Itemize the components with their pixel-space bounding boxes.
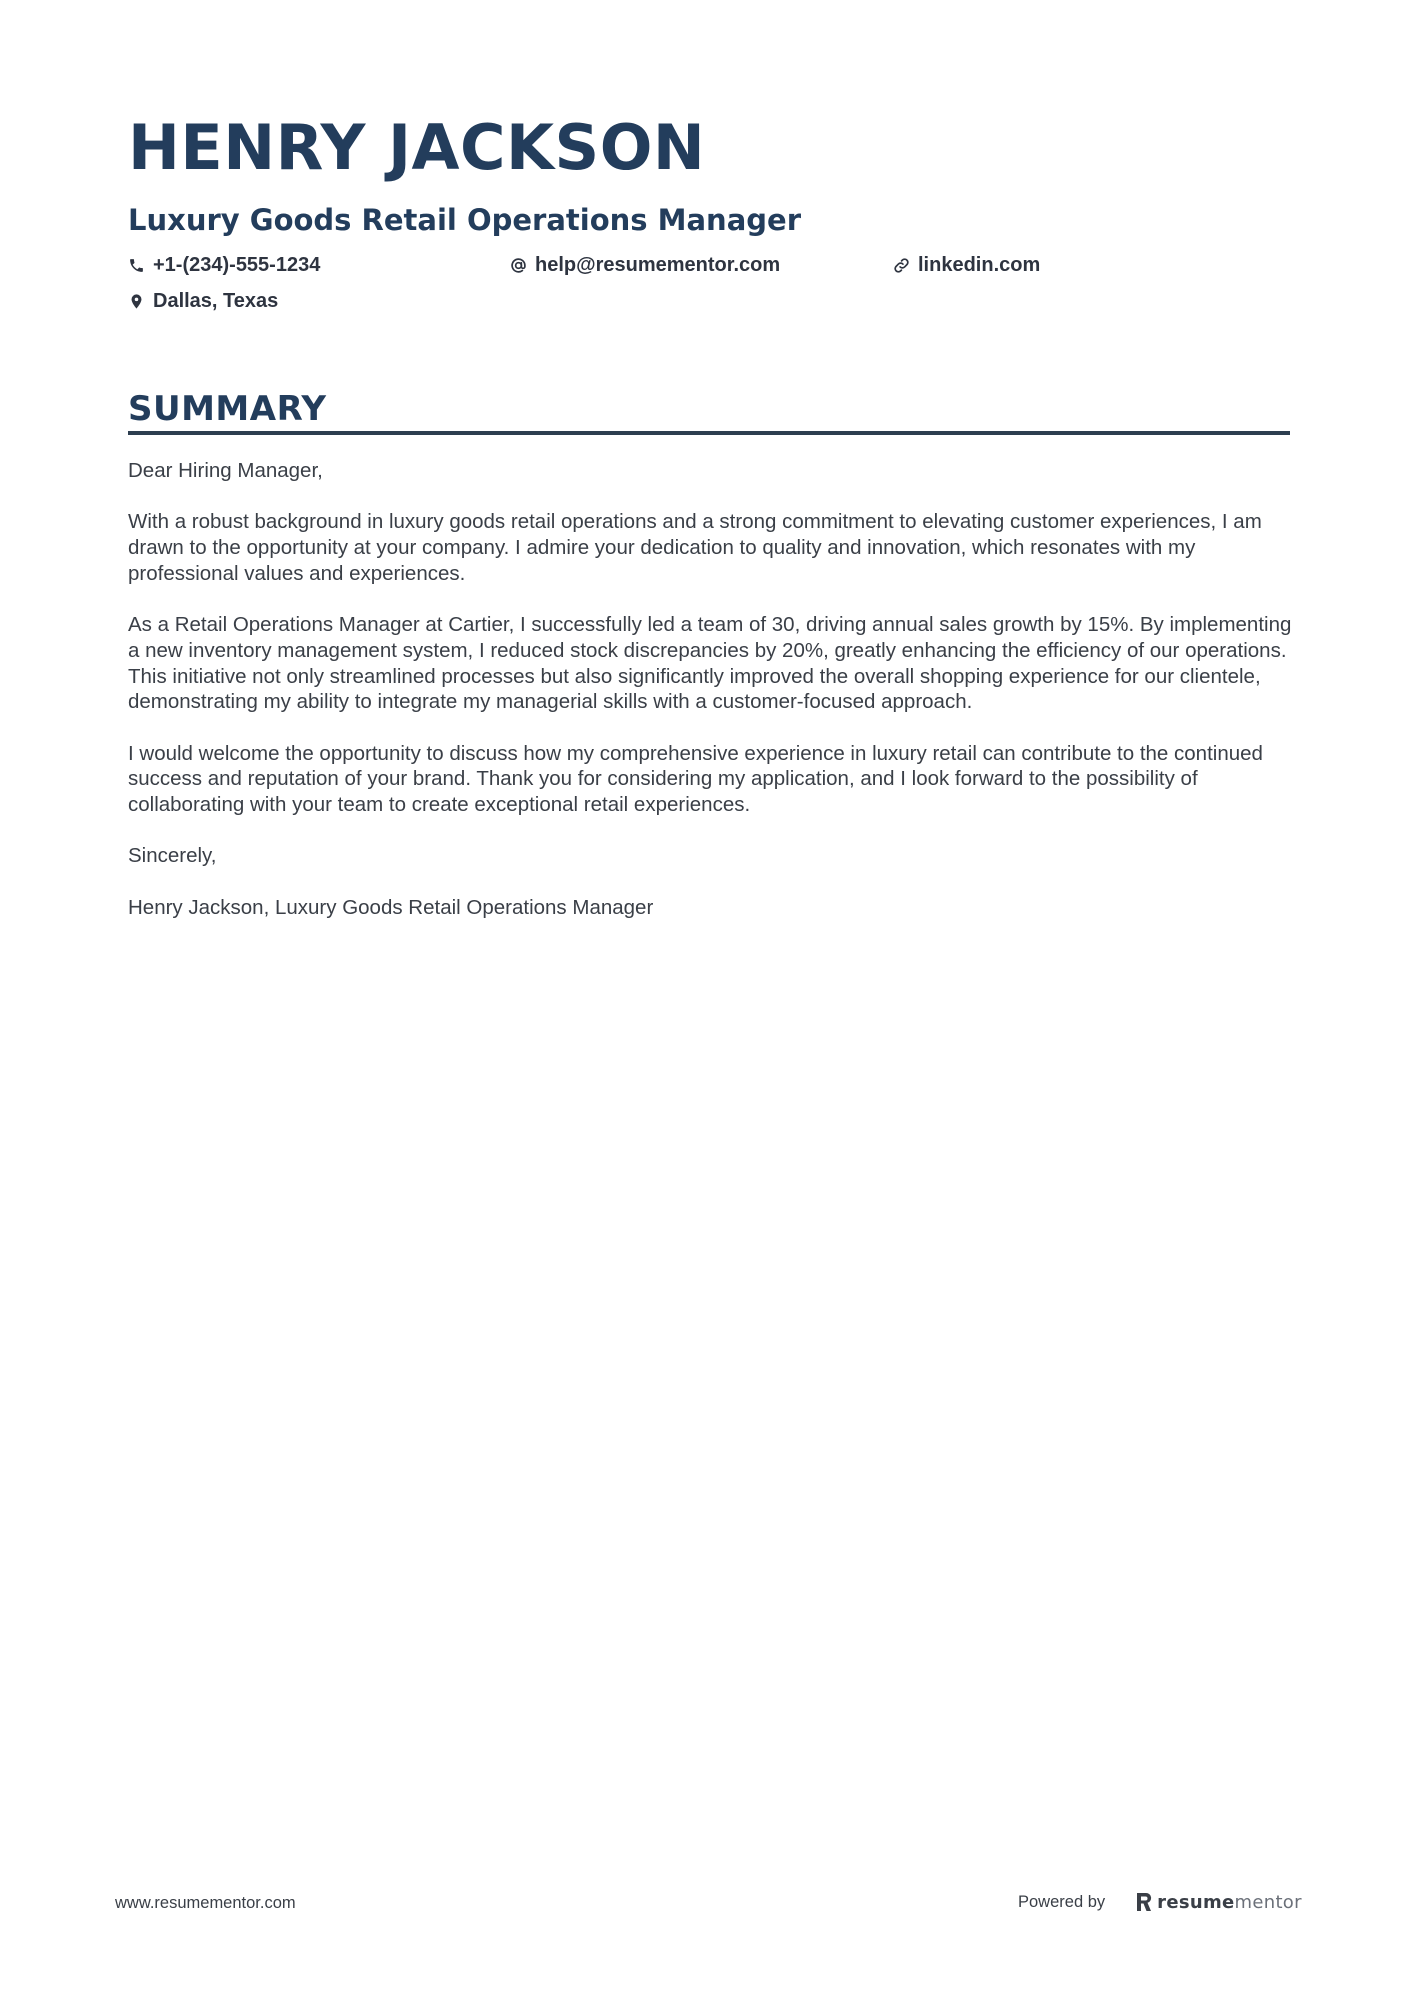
footer-branding (1018, 1886, 1302, 1918)
letter-body (128, 458, 1298, 946)
contact-phone[interactable] (128, 250, 320, 280)
location-text: Dallas, Texas (153, 289, 279, 312)
phone-text: +1-(234)-555-1234 (153, 253, 321, 276)
section-divider (128, 431, 1290, 435)
contact-linkedin[interactable] (893, 250, 1040, 280)
paragraph: I would welcome the opportunity to discuss how my comprehensive experience in luxury retail can contribute to the continued success and reputation of your brand. Thank you for considering my application, and I look forward to the possibility of collaborating with your team to create exceptional retail experiences. (128, 741, 1263, 817)
candidate-name: HENRY JACKSON (128, 111, 706, 184)
closing: Sincerely, (128, 844, 217, 868)
brand-name-bold: resume (1157, 1891, 1235, 1913)
signature: Henry Jackson, Luxury Goods Retail Operations Manager (128, 895, 654, 919)
brand-logo[interactable] (1135, 1891, 1302, 1913)
contact-list (128, 250, 1288, 324)
contact-email[interactable] (510, 250, 780, 280)
resumementor-logo-icon (1135, 1891, 1153, 1913)
section-title-summary: SUMMARY (128, 389, 327, 429)
linkedin-text: linkedin.com (918, 253, 1041, 276)
at-sign-icon (510, 257, 527, 274)
link-icon (893, 257, 910, 274)
contact-location (128, 286, 278, 316)
paragraph: With a robust background in luxury goods retail operations and a strong commitment to elevating customer experiences, I am drawn to the opportunity at your company. I admire your dedication to quality and innovation, which resonates with my professional values and experiences. (128, 510, 1262, 585)
brand-name (1157, 1892, 1302, 1913)
email-text: help@resumementor.com (535, 253, 781, 276)
phone-icon (128, 257, 145, 274)
salutation: Dear Hiring Manager, (128, 459, 323, 482)
powered-by-text: Powered by (1018, 1892, 1106, 1911)
paragraph: As a Retail Operations Manager at Cartier, I successfully led a team of 30, driving annual sales growth by 15%. By implementing a new inventory management system, I reduced stock discrepancies by 20%, greatly enhancing the efficiency of our operations. This initiative not only streamlined processes but also significantly improved the overall shopping experience for our clientele, demonstrating my ability to integrate my managerial skills with a customer-focused approach. (128, 613, 1292, 714)
map-pin-icon (128, 293, 145, 310)
footer-website[interactable]: www.resumementor.com (115, 1894, 296, 1912)
brand-name-light: mentor (1234, 1891, 1302, 1913)
job-title: Luxury Goods Retail Operations Manager (128, 203, 802, 237)
header (128, 108, 1288, 324)
